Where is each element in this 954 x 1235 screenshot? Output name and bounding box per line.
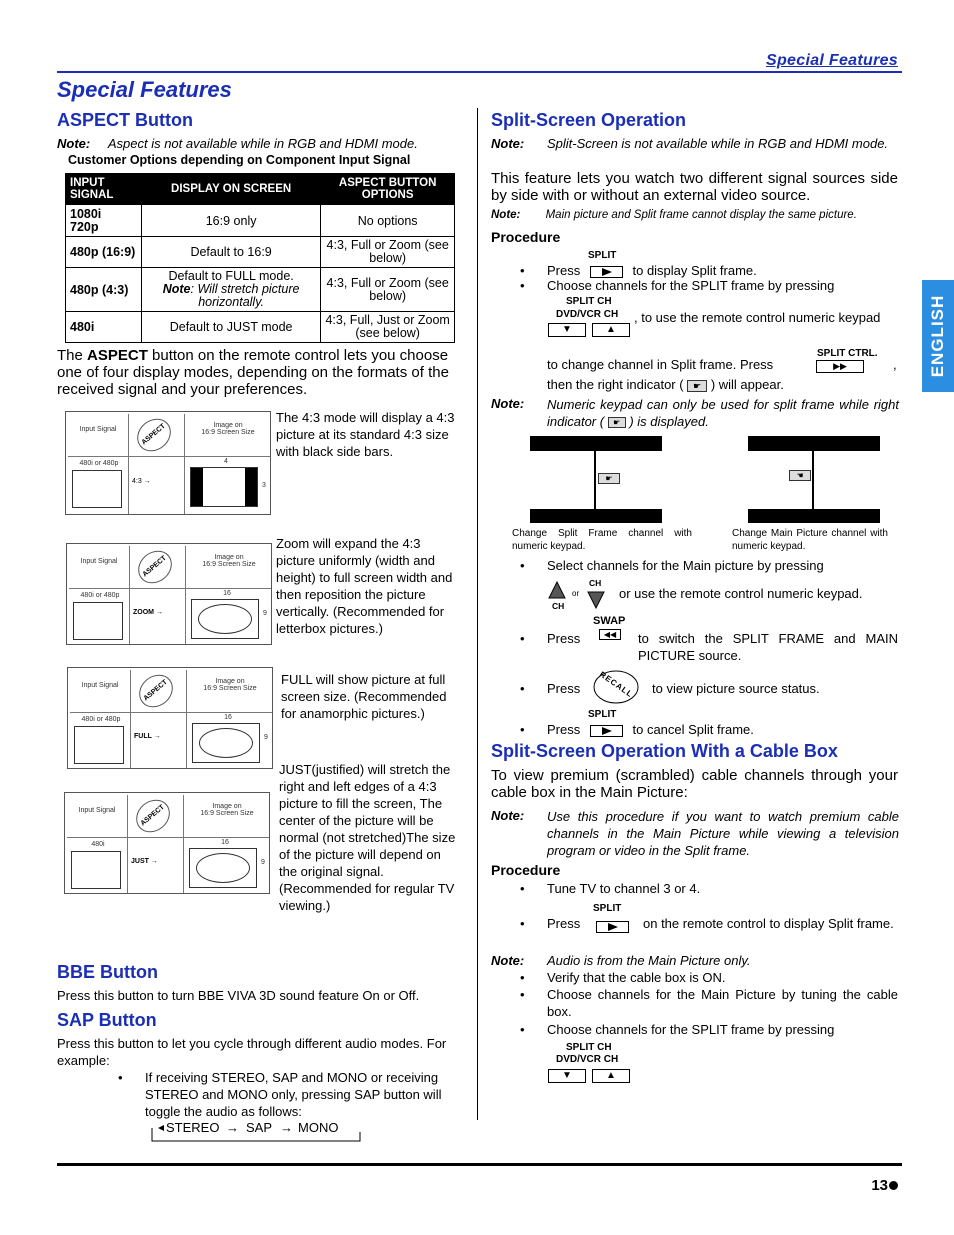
aspect-mode-diagram [65, 411, 271, 515]
input-picture-icon [72, 470, 122, 508]
split-note [491, 136, 899, 151]
key-split-label: SPLIT [593, 903, 622, 914]
width-ratio-label: 16 [224, 714, 232, 721]
aspect-mode-description: JUST(justified) will stretch the right and left edges of a 4:3 picture to fill the screen, The center of the picture will be normal (not stretched)The size of the picture will depend on the original signal. (Recommended for regular TV viewing.) [279, 762, 456, 913]
split-b6-post: to cancel Split frame. [632, 722, 754, 737]
image-on-label: Image on 16:9 Screen Size [201, 422, 255, 436]
key-split-ctrl-label: SPLIT CTRL. [817, 348, 878, 359]
aspect-note-text: Aspect is not available while in RGB and HDMI mode. [107, 136, 418, 151]
ch-label-up: CH [589, 578, 602, 588]
pointing-hand-icon: ☛ [687, 380, 707, 392]
split-button[interactable] [590, 266, 623, 278]
split-b1-post: to display Split frame. [632, 263, 757, 278]
arrow-right-icon: → [280, 1120, 293, 1135]
width-ratio-label: 16 [221, 839, 229, 846]
aspect-key-icon: ASPECT [132, 544, 179, 590]
main-picture-screen [748, 436, 880, 523]
table-caption: Customer Options depending on Component Input Signal [68, 153, 411, 167]
sap-cycle-diagram [150, 1118, 362, 1142]
arrow-right-icon: → [226, 1120, 239, 1135]
cable-bullet-1: • Tune TV to channel 3 or 4. [547, 880, 700, 897]
table-row-options: 4:3, Full, Just or Zoom (see below) [321, 312, 455, 343]
channel-down-icon[interactable] [587, 591, 605, 609]
th-input-signal: INPUT SIGNAL [66, 174, 142, 205]
page-title: Special Features [57, 77, 232, 102]
cable-note2 [491, 953, 899, 968]
press-text: Press [547, 722, 581, 737]
sap-cycle-mono: MONO [298, 1120, 339, 1135]
language-tab [922, 280, 954, 392]
image-on-label: Image on 16:9 Screen Size [203, 678, 257, 692]
key-split-label: SPLIT [588, 250, 617, 261]
output-picture-icon [189, 848, 257, 888]
caption-split-frame: Change Split Frame channel with numeric keypad. [512, 528, 692, 552]
sap-text: Press this button to let you cycle through different audio modes. For example: [57, 1036, 447, 1068]
key-dvd-vcr-ch-label: DVD/VCR CH [556, 1054, 619, 1065]
key-split-ch-label: SPLIT CH [566, 1042, 612, 1053]
split-bullet-2: • Choose channels for the SPLIT frame by pressing [547, 277, 898, 294]
cable-note2-label: Note: [491, 953, 525, 968]
key-swap-label: SWAP [593, 615, 626, 627]
sap-cycle-stereo: STEREO [166, 1120, 220, 1135]
split-b2-cont4: ) will appear. [710, 377, 784, 392]
aspect-intro-bold: ASPECT [87, 347, 148, 364]
cable-bullet-5: • Choose channels for the SPLIT frame by pressing [547, 1021, 898, 1038]
sap-bullet: • If receiving STEREO, SAP and MONO or receiving STEREO and MONO only, pressing SAP button will toggle the audio as follows: [145, 1069, 463, 1120]
split-note3-text-b: ) is displayed. [629, 414, 709, 429]
aspect-key-icon: ASPECT [130, 793, 177, 839]
page-number: 13 [871, 1177, 888, 1194]
channel-down-button[interactable]: ▼ [548, 1069, 586, 1083]
sap-cycle-sap: SAP [246, 1120, 273, 1135]
split-procedure: Procedure [491, 229, 561, 245]
split-note-text: Split-Screen is not available while in RGB and HDMI mode. [547, 136, 889, 151]
channel-up-button[interactable]: ▲ [592, 1069, 630, 1083]
table-row-options: 4:3, Full or Zoom (see below) [321, 268, 455, 312]
pointing-hand-left-icon: ☚ [789, 470, 811, 481]
aspect-key-icon: ASPECT [133, 668, 180, 714]
split-bullet-3: • Select channels for the Main picture by pressing [547, 557, 898, 574]
image-on-label: Image on 16:9 Screen Size [200, 803, 254, 817]
aspect-intro-pre: The [57, 347, 88, 364]
aspect-mode-description: The 4:3 mode will display a 4:3 picture at its standard 4:3 size with black side bars. [276, 410, 455, 459]
recall-label: RECALL [597, 669, 635, 700]
aspect-mode-description: Zoom will expand the 4:3 picture uniformly (width and height) to full screen width and then reposition the picture vertically. (Recommended for letterbox pictures.) [276, 536, 453, 636]
split-b5-post: to view picture source status. [652, 681, 820, 696]
aspect-options-table [65, 173, 455, 343]
split-note2 [491, 209, 857, 221]
cable-bullet-4: • Choose channels for the Main Picture by tuning the cable box. [547, 986, 898, 1020]
table-row-display: Default to 16:9 [141, 237, 320, 268]
split-intro: This feature lets you watch two different signal sources side by side with or without an external video source. [491, 170, 898, 204]
input-signal-label: Input Signal [79, 426, 117, 433]
split-note2-label: Note: [491, 209, 521, 221]
signal-label: 480i or 480p [81, 716, 121, 723]
split-button[interactable] [590, 725, 623, 737]
channel-up-button[interactable]: ▲ [592, 323, 630, 337]
channel-up-icon[interactable] [548, 581, 566, 599]
height-ratio-label: 9 [263, 610, 267, 617]
th-aspect-options: ASPECT BUTTON OPTIONS [321, 174, 455, 205]
aspect-mode-diagram [66, 543, 272, 645]
swap-button[interactable]: ◀◀ [599, 629, 621, 640]
mode-label: ZOOM → [133, 609, 163, 616]
output-picture-icon [191, 599, 259, 639]
cable-bullet-3: • Verify that the cable box is ON. [547, 969, 725, 986]
table-row-signal: 1080i 720p [66, 205, 142, 237]
table-row-display [141, 268, 320, 312]
split-ctrl-button[interactable]: ▶▶ [816, 360, 864, 373]
running-head: Special Features [766, 52, 898, 69]
aspect-mode-diagram [67, 667, 273, 769]
cable-heading: Split-Screen Operation With a Cable Box [491, 741, 838, 761]
display-note-label: Note [162, 282, 191, 296]
split-b3-cont: or use the remote control numeric keypad. [619, 586, 863, 601]
footer-rule [57, 1163, 902, 1166]
caption-main-picture: Change Main Picture channel with numeric keypad. [732, 528, 888, 552]
split-bullet-5-press: • Press [547, 680, 580, 697]
aspect-mode-description: FULL will show picture at full screen size. (Recommended for anamorphic pictures.) [281, 672, 447, 721]
display-default-text: Default to FULL mode. [168, 269, 294, 283]
input-picture-icon [71, 851, 121, 889]
cable-note-label: Note: [491, 808, 525, 823]
split-note2-text: Main picture and Split frame cannot display the same picture. [545, 209, 857, 221]
split-bullet-6 [547, 721, 754, 738]
split-heading: Split-Screen Operation [491, 110, 687, 130]
input-picture-icon [73, 602, 123, 640]
output-picture-icon [190, 467, 258, 507]
aspect-note-label: Note: [57, 136, 91, 151]
aspect-mode-diagram [64, 792, 270, 894]
width-ratio-label: 4 [224, 458, 228, 465]
th-display-on-screen: DISPLAY ON SCREEN [141, 174, 320, 205]
header-rule [57, 71, 902, 73]
key-split-label: SPLIT [588, 709, 617, 720]
cable-bullet-2-press: • Press [547, 915, 580, 932]
aspect-intro [57, 347, 463, 398]
language-tab-label: ENGLISH [928, 294, 947, 378]
cable-note-text: Use this procedure if you want to watch premium cable channels in the Main Picture while viewing a television program or video in the Split frame. [547, 809, 899, 858]
mode-label: JUST → [131, 858, 158, 865]
mode-label: 4:3 → [132, 478, 151, 485]
image-on-label: Image on 16:9 Screen Size [202, 554, 256, 568]
table-row-options: No options [321, 205, 455, 237]
split-bullet-4-press: • Press [547, 630, 580, 647]
aspect-heading: ASPECT Button [57, 110, 193, 130]
aspect-note [57, 136, 457, 151]
channel-down-button[interactable]: ▼ [548, 323, 586, 337]
bbe-text: Press this button to turn BBE VIVA 3D sound feature On or Off. [57, 988, 420, 1003]
bullet-dot-icon [889, 1181, 898, 1190]
table-row-signal: 480i [66, 312, 142, 343]
split-note-label: Note: [491, 136, 525, 151]
key-dvd-vcr-ch-label: DVD/VCR CH [556, 309, 619, 320]
key-split-ch-label: SPLIT CH [566, 296, 612, 307]
display-note-text: : Will stretch picture horizontally. [190, 282, 300, 309]
mode-label: FULL → [134, 733, 161, 740]
split-frame-screen [530, 436, 662, 523]
split-note3-text [547, 396, 899, 430]
input-picture-icon [74, 726, 124, 764]
comma-text: , [893, 357, 897, 372]
input-signal-label: Input Signal [78, 807, 116, 814]
cable-b2-post: on the remote control to display Split frame. [643, 916, 894, 931]
split-note3-label: Note: [491, 396, 525, 411]
width-ratio-label: 16 [223, 590, 231, 597]
split-button[interactable] [596, 921, 629, 933]
split-b2-cont: , to use the remote control numeric keypad [634, 310, 881, 325]
height-ratio-label: 9 [264, 734, 268, 741]
cable-procedure: Procedure [491, 862, 561, 878]
split-note3 [491, 396, 899, 429]
table-row-signal: 480p (4:3) [66, 268, 142, 312]
signal-label: 480i or 480p [80, 592, 120, 599]
table-row-options: 4:3, Full or Zoom (see below) [321, 237, 455, 268]
input-signal-label: Input Signal [80, 558, 118, 565]
or-text: or [572, 589, 580, 598]
table-row-signal: 480p (16:9) [66, 237, 142, 268]
sap-heading: SAP Button [57, 1010, 157, 1030]
bbe-heading: BBE Button [57, 962, 158, 982]
pointing-hand-icon: ☛ [608, 417, 626, 428]
split-note3-text-a: Numeric keypad can only be used for split frame while right indicator ( [547, 397, 899, 429]
table-row-display: Default to JUST mode [141, 312, 320, 343]
cable-intro: To view premium (scrambled) cable channels through your cable box in the Main Picture: [491, 767, 898, 801]
ch-label-down: CH [552, 601, 565, 611]
split-b2-cont3: then the right indicator ( [547, 377, 684, 392]
signal-label: 480i or 480p [79, 460, 119, 467]
split-b4-post: to switch the SPLIT FRAME and MAIN PICTURE source. [638, 631, 898, 663]
signal-label: 480i [91, 841, 105, 848]
table-row-display: 16:9 only [141, 205, 320, 237]
pointing-hand-icon: ☛ [598, 473, 620, 484]
cable-note [491, 808, 899, 858]
height-ratio-label: 3 [262, 482, 266, 489]
height-ratio-label: 9 [261, 859, 265, 866]
input-signal-label: Input Signal [81, 682, 119, 689]
press-text: Press [547, 263, 581, 278]
split-b2-cont2: to change channel in Split frame. Press [547, 357, 774, 372]
aspect-intro-post: button on the remote control lets you choose one of four display modes, depending on the formats of the received signal and your preferences. [57, 347, 449, 398]
recall-button[interactable] [593, 670, 639, 704]
column-divider [477, 108, 478, 1120]
output-picture-icon [192, 723, 260, 763]
split-b2-cont3-line [547, 376, 784, 393]
cable-note2-text: Audio is from the Main Picture only. [547, 953, 751, 968]
aspect-key-icon: ASPECT [131, 412, 178, 458]
